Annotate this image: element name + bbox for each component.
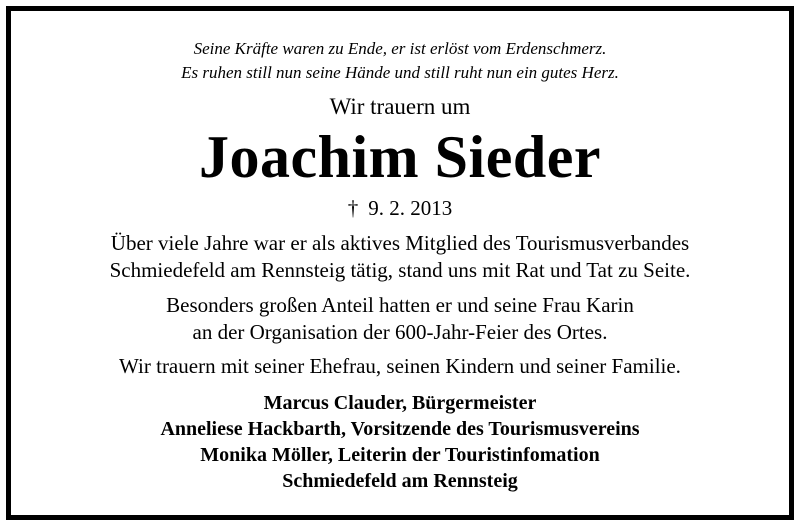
deceased-name: Joachim Sieder <box>199 124 601 190</box>
body-line-4: an der Organisation der 600-Jahr-Feier des Ortes. <box>192 320 608 344</box>
body-line-1: Über viele Jahre war er als aktives Mitglied des Tourismusverbandes <box>110 231 690 255</box>
intro-text: Wir trauern um <box>329 94 471 119</box>
body-line-3: Besonders großen Anteil hatten er und seine Frau Karin <box>166 293 634 317</box>
body-line-2: Schmiedefeld am Rennsteig tätig, stand uns mit Rat und Tat zu Seite. <box>109 258 691 282</box>
quote-line-2: Es ruhen still nun seine Hände und still ruht nun ein gutes Herz. <box>181 63 619 82</box>
signature-line-3: Monika Möller, Leiterin der Touristinfomation <box>200 444 600 466</box>
signature-line-2: Anneliese Hackbarth, Vorsitzende des Tourismusvereins <box>160 418 640 440</box>
death-date-row <box>11 198 789 219</box>
quote-line-1: Seine Kräfte waren zu Ende, er ist erlöst vom Erdenschmerz. <box>193 39 607 58</box>
body-line-5: Wir trauern mit seiner Ehefrau, seinen Kindern und seiner Familie. <box>119 354 681 378</box>
obituary-notice <box>6 6 794 520</box>
cross-icon: † <box>347 196 359 220</box>
signature-line-1: Marcus Clauder, Bürgermeister <box>263 392 537 414</box>
signature-line-4: Schmiedefeld am Rennsteig <box>282 470 518 492</box>
death-date: 9. 2. 2013 <box>368 196 453 220</box>
